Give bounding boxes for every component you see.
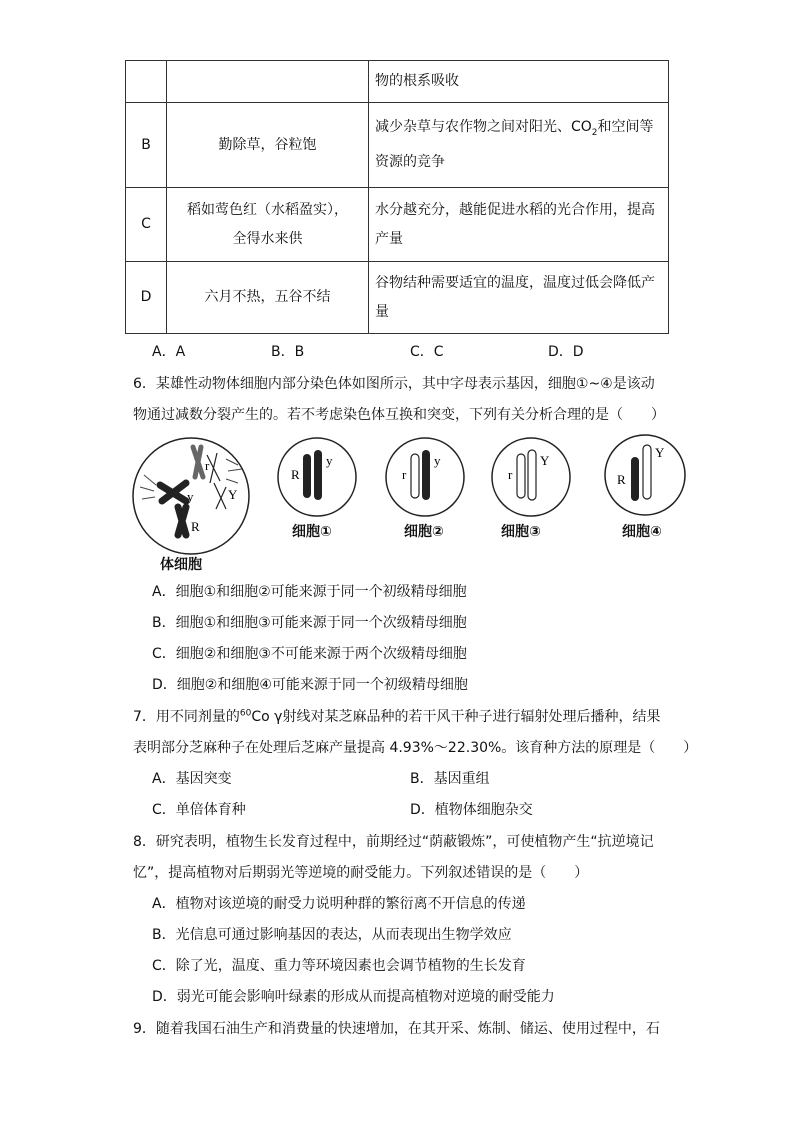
row-label: B bbox=[126, 103, 167, 188]
q7-option-d[interactable]: D．植物体细胞杂交 bbox=[410, 802, 533, 818]
q8-option-b[interactable]: B．光信息可通过影响基因的表达，从而表现出生物学效应 bbox=[152, 927, 512, 943]
explain-cell: 谷物结种需要适宜的温度，温度过低会降低产量 bbox=[369, 262, 669, 334]
q8-option-d[interactable]: D．弱光可能会影响叶绿素的形成从而提高植物对逆境的耐受能力 bbox=[152, 989, 555, 1005]
q5-option-d[interactable]: D．D bbox=[548, 344, 584, 360]
q7-stem-line1 bbox=[133, 706, 660, 726]
q6-option-c[interactable]: C．细胞②和细胞③不可能来源于两个次级精母细胞 bbox=[152, 646, 467, 662]
cell-2-figure bbox=[384, 436, 466, 518]
body-cell-caption: 体细胞 bbox=[160, 557, 202, 573]
gene-label: R bbox=[291, 467, 300, 482]
table-row bbox=[126, 188, 669, 262]
q8-stem-line2: 忆”，提高植物对后期弱光等逆境的耐受能力。下列叙述错误的是（ ） bbox=[133, 865, 589, 881]
row-label: D bbox=[126, 262, 167, 334]
cell-4-figure bbox=[603, 433, 687, 517]
gene-label: y bbox=[434, 453, 441, 468]
q9-stem-line1: 9．随着我国石油生产和消费量的快速增加，在其开采、炼制、储运、使用过程中，石 bbox=[133, 1021, 660, 1037]
gene-label-r: r bbox=[205, 458, 210, 473]
gene-label: y bbox=[326, 453, 333, 468]
cell-1-caption: 细胞① bbox=[292, 524, 332, 540]
q6-option-d[interactable]: D．细胞②和细胞④可能来源于同一个初级精母细胞 bbox=[152, 677, 468, 693]
gene-label-R: R bbox=[191, 519, 200, 534]
explain-text: 减少杂草与农作物之间对阳光、CO bbox=[375, 119, 592, 136]
q6-stem-line2: 物通过减数分裂产生的。若不考虑染色体互换和突变，下列有关分析合理的是（ ） bbox=[133, 407, 665, 423]
q8-option-c[interactable]: C．除了光，温度、重力等环境因素也会调节植物的生长发育 bbox=[152, 958, 526, 974]
proverb-cell bbox=[167, 61, 369, 103]
gene-label: Y bbox=[655, 445, 665, 460]
proverb-cell: 勤除草，谷粒饱 bbox=[167, 103, 369, 188]
q7-option-b[interactable]: B．基因重组 bbox=[410, 771, 490, 787]
q8-stem-line1: 8．研究表明，植物生长发育过程中，前期经过“荫蔽锻炼”，可使植物产生“抗逆境记 bbox=[133, 834, 654, 850]
cell-3-figure bbox=[490, 436, 572, 518]
q7-option-a[interactable]: A．基因突变 bbox=[152, 771, 232, 787]
cell-3-caption: 细胞③ bbox=[501, 524, 541, 540]
q5-option-b[interactable]: B．B bbox=[271, 344, 305, 360]
gene-label-y: y bbox=[187, 489, 194, 504]
q7-stem-text: Co γ射线对某芝麻品种的若干风干种子进行辐射处理后播种，结果 bbox=[251, 709, 661, 725]
explain-cell: 物的根系吸收 bbox=[369, 61, 669, 103]
row-label bbox=[126, 61, 167, 103]
q5-option-c[interactable]: C．C bbox=[410, 344, 444, 360]
cell-4-caption: 细胞④ bbox=[622, 524, 662, 540]
proverb-cell: 稻如莺色红（水稻盈实），全得水来供 bbox=[167, 188, 369, 262]
cell-1-figure bbox=[276, 436, 358, 518]
explain-cell: 水分越充分，越能促进水稻的光合作用，提高产量 bbox=[369, 188, 669, 262]
explain-text: 和空间等资源的竞争 bbox=[375, 119, 654, 170]
table-row bbox=[126, 61, 669, 103]
q7-option-c[interactable]: C．单倍体育种 bbox=[152, 802, 246, 818]
body-cell-figure bbox=[130, 435, 252, 557]
table-row bbox=[126, 262, 669, 334]
gene-label: r bbox=[402, 467, 407, 482]
q7-stem-text: 7．用不同剂量的 bbox=[133, 709, 240, 725]
q6-option-b[interactable]: B．细胞①和细胞③可能来源于同一个次级精母细胞 bbox=[152, 615, 467, 631]
co2-subscript: 2 bbox=[591, 127, 598, 138]
proverb-cell: 六月不热，五谷不结 bbox=[167, 262, 369, 334]
q8-option-a[interactable]: A．植物对该逆境的耐受力说明种群的繁衍离不开信息的传递 bbox=[152, 896, 526, 912]
gene-label: R bbox=[617, 472, 626, 487]
q6-stem-line1: 6．某雄性动物体细胞内部分染色体如图所示，其中字母表示基因，细胞①~④是该动 bbox=[133, 376, 655, 392]
q7-stem-line2: 表明部分芝麻种子在处理后芝麻产量提高 4.93%～22.30%。该育种方法的原理是（ ） bbox=[133, 740, 698, 756]
gene-label-Y: Y bbox=[228, 487, 238, 502]
gene-label: Y bbox=[540, 453, 550, 468]
table-row bbox=[126, 103, 669, 188]
agriculture-proverb-table bbox=[125, 60, 669, 334]
row-label: C bbox=[126, 188, 167, 262]
q6-option-a[interactable]: A．细胞①和细胞②可能来源于同一个初级精母细胞 bbox=[152, 584, 467, 600]
q5-option-a[interactable]: A．A bbox=[152, 344, 186, 360]
gene-label: r bbox=[508, 467, 513, 482]
isotope-superscript: 60 bbox=[239, 708, 252, 719]
explain-cell bbox=[369, 103, 669, 188]
cell-2-caption: 细胞② bbox=[404, 524, 444, 540]
